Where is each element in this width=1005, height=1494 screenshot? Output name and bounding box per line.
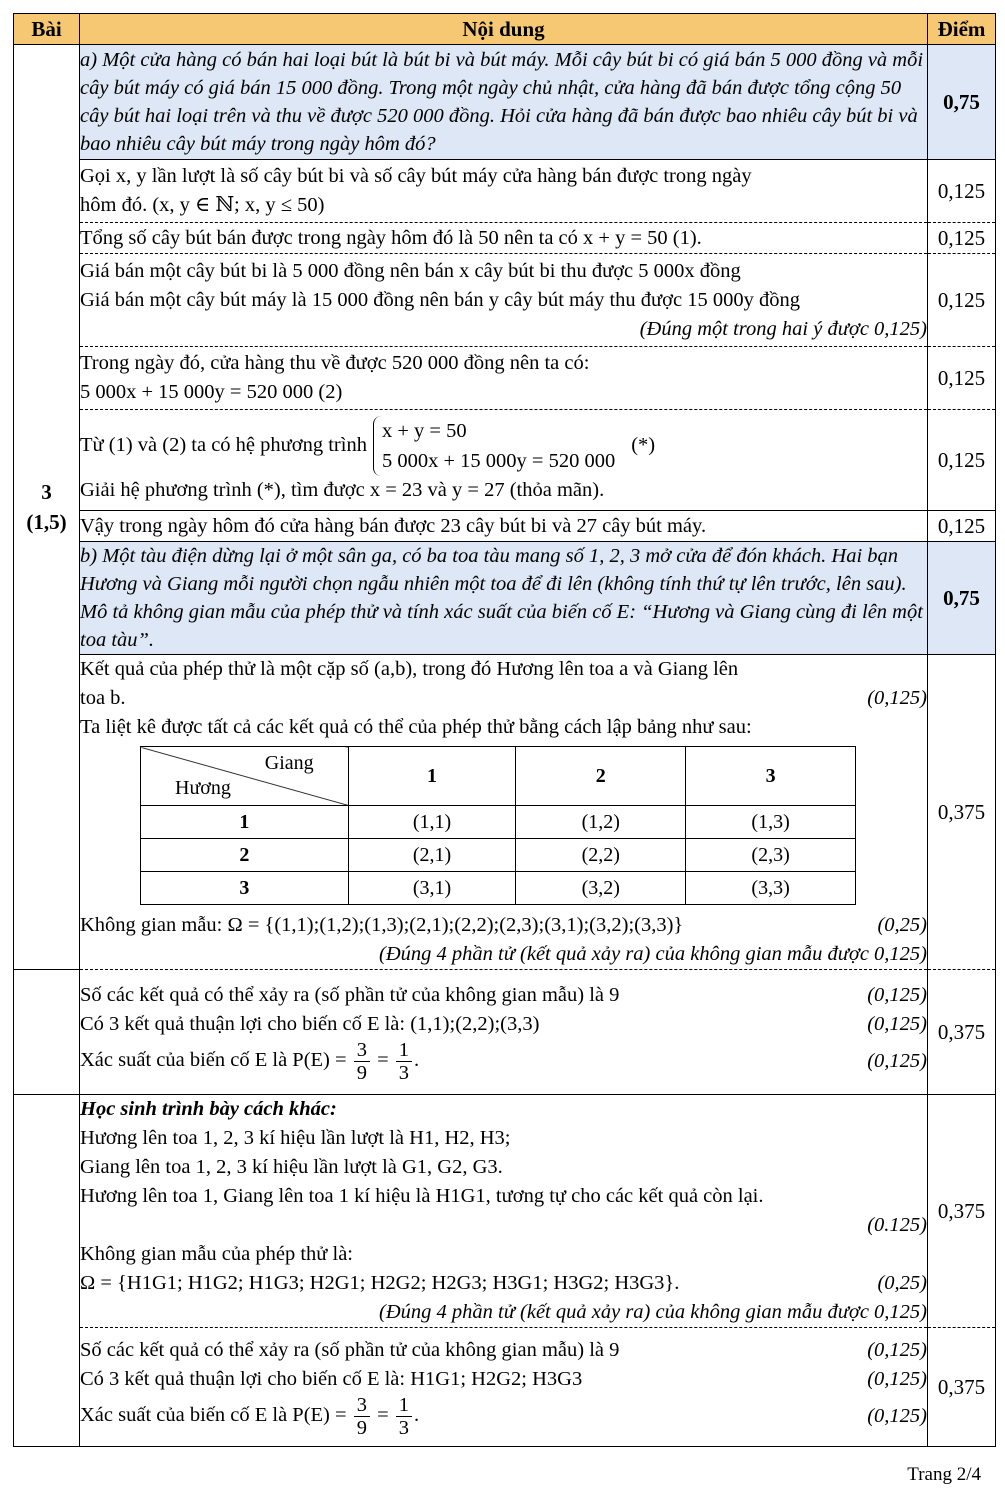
header-row: [14, 14, 996, 45]
outcome-cell: (2,2): [516, 839, 686, 872]
step-points: (0,125): [867, 1012, 927, 1035]
step-text: hôm đó. (x, y ∈ ℕ; x, y ≤ 50): [80, 194, 325, 216]
step-line: [80, 1010, 927, 1039]
step-text: Số các kết quả có thể xảy ra (số phần tử của không gian mẫu) là 9: [80, 983, 620, 1006]
denominator: 3: [398, 1416, 410, 1439]
alt-sample-space: [80, 1095, 928, 1328]
step-text: Không gian mẫu của phép thử là:: [80, 1243, 353, 1265]
step-text: toa b.: [80, 687, 126, 709]
numerator: 3: [354, 1394, 370, 1417]
outcome-cell: (2,3): [686, 839, 856, 872]
step-row: [14, 511, 996, 542]
corner-giang: Giang: [264, 752, 314, 774]
step-text: Có 3 kết quả thuận lợi cho biến cố E là: (1,1);(2,2);(3,3): [80, 1012, 540, 1035]
step-points: (0,125): [867, 1367, 927, 1390]
header-content: Nội dung: [80, 14, 928, 45]
step-points: (0.125): [867, 1214, 927, 1236]
step-text: Xác suất của biến cố E là P(E) =: [80, 1403, 347, 1426]
step-points: (0,125): [867, 983, 927, 1006]
step-text: Từ (1) và (2) ta có hệ phương trình: [80, 434, 367, 456]
step-row: [14, 160, 996, 223]
step-text: Gọi x, y lần lượt là số cây bút bi và số cây bút máy cửa hàng bán được trong ngày: [80, 165, 752, 187]
period: .: [414, 1403, 420, 1426]
equals-sign: =: [377, 1403, 389, 1426]
period: .: [414, 1048, 420, 1071]
fraction: [354, 1039, 370, 1084]
step-conclusion: Vậy trong ngày hôm đó cửa hàng bán được 23 cây bút bi và 27 cây bút máy.: [80, 511, 928, 542]
step-text: Hương lên toa 1, 2, 3 kí hiệu lần lượt là H1, H2, H3;: [80, 1127, 511, 1149]
alt-row: [14, 1095, 996, 1328]
alt-probability: [80, 1328, 928, 1447]
step-system: [80, 410, 928, 511]
alt-row: [14, 1328, 996, 1447]
part-a-question-score: 0,75: [928, 45, 996, 160]
part-b-question-row: [14, 542, 996, 655]
header-bai: Bài: [14, 14, 80, 45]
step-text: Có 3 kết quả thuận lợi cho biến cố E là: H1G1; H2G2; H3G3: [80, 1367, 583, 1390]
step-points: (0,125): [867, 1404, 927, 1427]
equation-system: [373, 416, 623, 476]
outcome-header-row: [141, 747, 856, 806]
step-line: [80, 1394, 927, 1439]
probability-formula: [80, 1394, 419, 1439]
col-header: 1: [348, 747, 516, 806]
step-sample-space: [80, 655, 928, 970]
denominator: 3: [398, 1061, 410, 1084]
row-header: 1: [141, 806, 349, 839]
bai-cell-continued: [14, 970, 80, 1095]
probability-formula: [80, 1039, 419, 1084]
row-header: 3: [141, 872, 349, 905]
step-line: [80, 1269, 927, 1298]
bai-points: (1,5): [26, 510, 67, 534]
step-score: 0,125: [928, 223, 996, 254]
step-probability: [80, 970, 928, 1095]
bai-cell: [14, 45, 80, 970]
outcome-cell: (1,1): [348, 806, 516, 839]
step-score: 0,375: [928, 1328, 996, 1447]
step-row: [14, 410, 996, 511]
step-score: 0,125: [928, 160, 996, 223]
step-row: [14, 655, 996, 970]
equals-sign: =: [377, 1048, 389, 1071]
step-score: 0,375: [928, 970, 996, 1095]
header-score: Điểm: [928, 14, 996, 45]
col-header: 2: [516, 747, 686, 806]
step-note: (Đúng 4 phần tử (kết quả xảy ra) của không gian mẫu được 0,125): [379, 943, 927, 965]
step-score: 0,125: [928, 254, 996, 347]
step-text: Ta liệt kê được tất cả các kết quả có thể của phép thử bằng cách lập bảng như sau:: [80, 716, 752, 738]
step-text: Kết quả của phép thử là một cặp số (a,b), trong đó Hương lên toa a và Giang lên: [80, 658, 739, 680]
step-text: Giang lên toa 1, 2, 3 kí hiệu lần lượt là G1, G2, G3.: [80, 1156, 503, 1178]
step-total-equation: Tổng số cây bút bán được trong ngày hôm đó là 50 nên ta có x + y = 50 (1).: [80, 223, 928, 254]
part-a-question-row: [14, 45, 996, 160]
step-points: (0,25): [877, 1272, 927, 1294]
bai-number: 3: [41, 480, 52, 504]
fraction: [354, 1394, 370, 1439]
step-score: 0,125: [928, 511, 996, 542]
step-score: 0,125: [928, 347, 996, 410]
corner-huong: Hương: [175, 777, 231, 799]
outcome-cell: (3,1): [348, 872, 516, 905]
numerator: 3: [354, 1039, 370, 1062]
part-b-question: b) Một tàu điện dừng lại ở một sân ga, có ba toa tàu mang số 1, 2, 3 mở cửa để đón khách. Hai bạn Hương và Giang mỗi người chọn ngẫu nhiên một toa để đi lên (không tính thứ tự lên trước, lên sau). Mô tả không gian mẫu của phép thử và tính xác suất của biến cố E: “Hương và Giang cùng đi lên một toa tàu”.: [80, 542, 928, 655]
step-line: [80, 911, 927, 940]
step-score: 0,375: [928, 655, 996, 970]
equation-2: 5 000x + 15 000y = 520 000: [381, 449, 616, 472]
step-text: Trong ngày đó, cửa hàng thu về được 520 000 đồng nên ta có:: [80, 352, 590, 374]
numerator: 1: [396, 1394, 412, 1417]
part-b-question-score: 0,75: [928, 542, 996, 655]
sample-space: Không gian mẫu: Ω = {(1,1);(1,2);(1,3);(2,1);(2,2);(2,3);(3,1);(3,2);(3,3)}: [80, 914, 684, 936]
step-points: (0,125): [867, 1049, 927, 1072]
step-line: [80, 1365, 927, 1394]
step-let-variables: [80, 160, 928, 223]
step-revenue-equation: [80, 347, 928, 410]
step-prices: [80, 254, 928, 347]
grading-table: [13, 13, 996, 1447]
denominator: 9: [356, 1061, 367, 1084]
step-note: (Đúng một trong hai ý được 0,125): [639, 317, 927, 340]
step-line: [80, 981, 927, 1010]
col-header: 3: [686, 747, 856, 806]
page-number: Trang 2/4: [907, 1464, 981, 1485]
outcome-corner: [141, 747, 349, 806]
outcome-row: [141, 806, 856, 839]
step-line: [80, 1336, 927, 1365]
step-row: [14, 254, 996, 347]
step-score: 0,375: [928, 1095, 996, 1328]
step-text: Giá bán một cây bút máy là 15 000 đồng nên bán y cây bút máy thu được 15 000y đồng: [80, 288, 800, 311]
step-row: [14, 970, 996, 1095]
row-header: 2: [141, 839, 349, 872]
step-text: Xác suất của biến cố E là P(E) =: [80, 1048, 347, 1071]
step-points: (0,25): [877, 914, 927, 936]
denominator: 9: [356, 1416, 367, 1439]
part-a-question: a) Một cửa hàng có bán hai loại bút là bút bi và bút máy. Mỗi cây bút bi có giá bán 5 000 đồng và mỗi cây bút máy có giá bán 15 000 đồng. Trong một ngày chủ nhật, cửa hàng đã bán được tổng cộng 50 cây bút hai loại trên và thu về được 520 000 đồng. Hỏi cửa hàng đã bán được bao nhiêu cây bút bi và bao nhiêu cây bút máy trong ngày hôm đó?: [80, 45, 928, 160]
alt-title: Học sinh trình bày cách khác:: [80, 1098, 337, 1120]
step-text: 5 000x + 15 000y = 520 000 (2): [80, 381, 343, 403]
step-points: (0,125): [867, 687, 927, 709]
step-row: [14, 223, 996, 254]
outcome-cell: (3,2): [516, 872, 686, 905]
step-text: Giá bán một cây bút bi là 5 000 đồng nên bán x cây bút bi thu được 5 000x đồng: [80, 259, 741, 282]
bai-cell-alt: [14, 1095, 80, 1447]
numerator: 1: [396, 1039, 412, 1062]
sample-space: Ω = {H1G1; H1G2; H1G3; H2G1; H2G2; H2G3; H3G1; H3G2; H3G3}.: [80, 1272, 680, 1294]
step-note: (Đúng 4 phần tử (kết quả xảy ra) của không gian mẫu được 0,125): [379, 1301, 927, 1323]
step-row: [14, 347, 996, 410]
answer-sheet: [13, 13, 995, 1447]
step-text: Số các kết quả có thể xảy ra (số phần tử của không gian mẫu) là 9: [80, 1338, 620, 1361]
fraction: [396, 1394, 412, 1439]
fraction: [396, 1039, 412, 1084]
outcome-row: [141, 839, 856, 872]
outcome-cell: (2,1): [348, 839, 516, 872]
outcome-cell: (1,2): [516, 806, 686, 839]
outcome-row: [141, 872, 856, 905]
step-line: [80, 1039, 927, 1084]
equation-1: x + y = 50: [381, 419, 467, 442]
step-points: (0,125): [867, 1338, 927, 1361]
step-text: Hương lên toa 1, Giang lên toa 1 kí hiệu là H1G1, tương tự cho các kết quả còn lại.: [80, 1185, 764, 1207]
outcome-table: [140, 746, 856, 905]
step-line: [80, 684, 927, 713]
step-text: Giải hệ phương trình (*), tìm được x = 23 và y = 27 (thỏa mãn).: [80, 478, 605, 501]
outcome-cell: (3,3): [686, 872, 856, 905]
outcome-cell: (1,3): [686, 806, 856, 839]
step-score: 0,125: [928, 410, 996, 511]
equation-label: (*): [631, 434, 656, 456]
system-line: [80, 416, 927, 476]
